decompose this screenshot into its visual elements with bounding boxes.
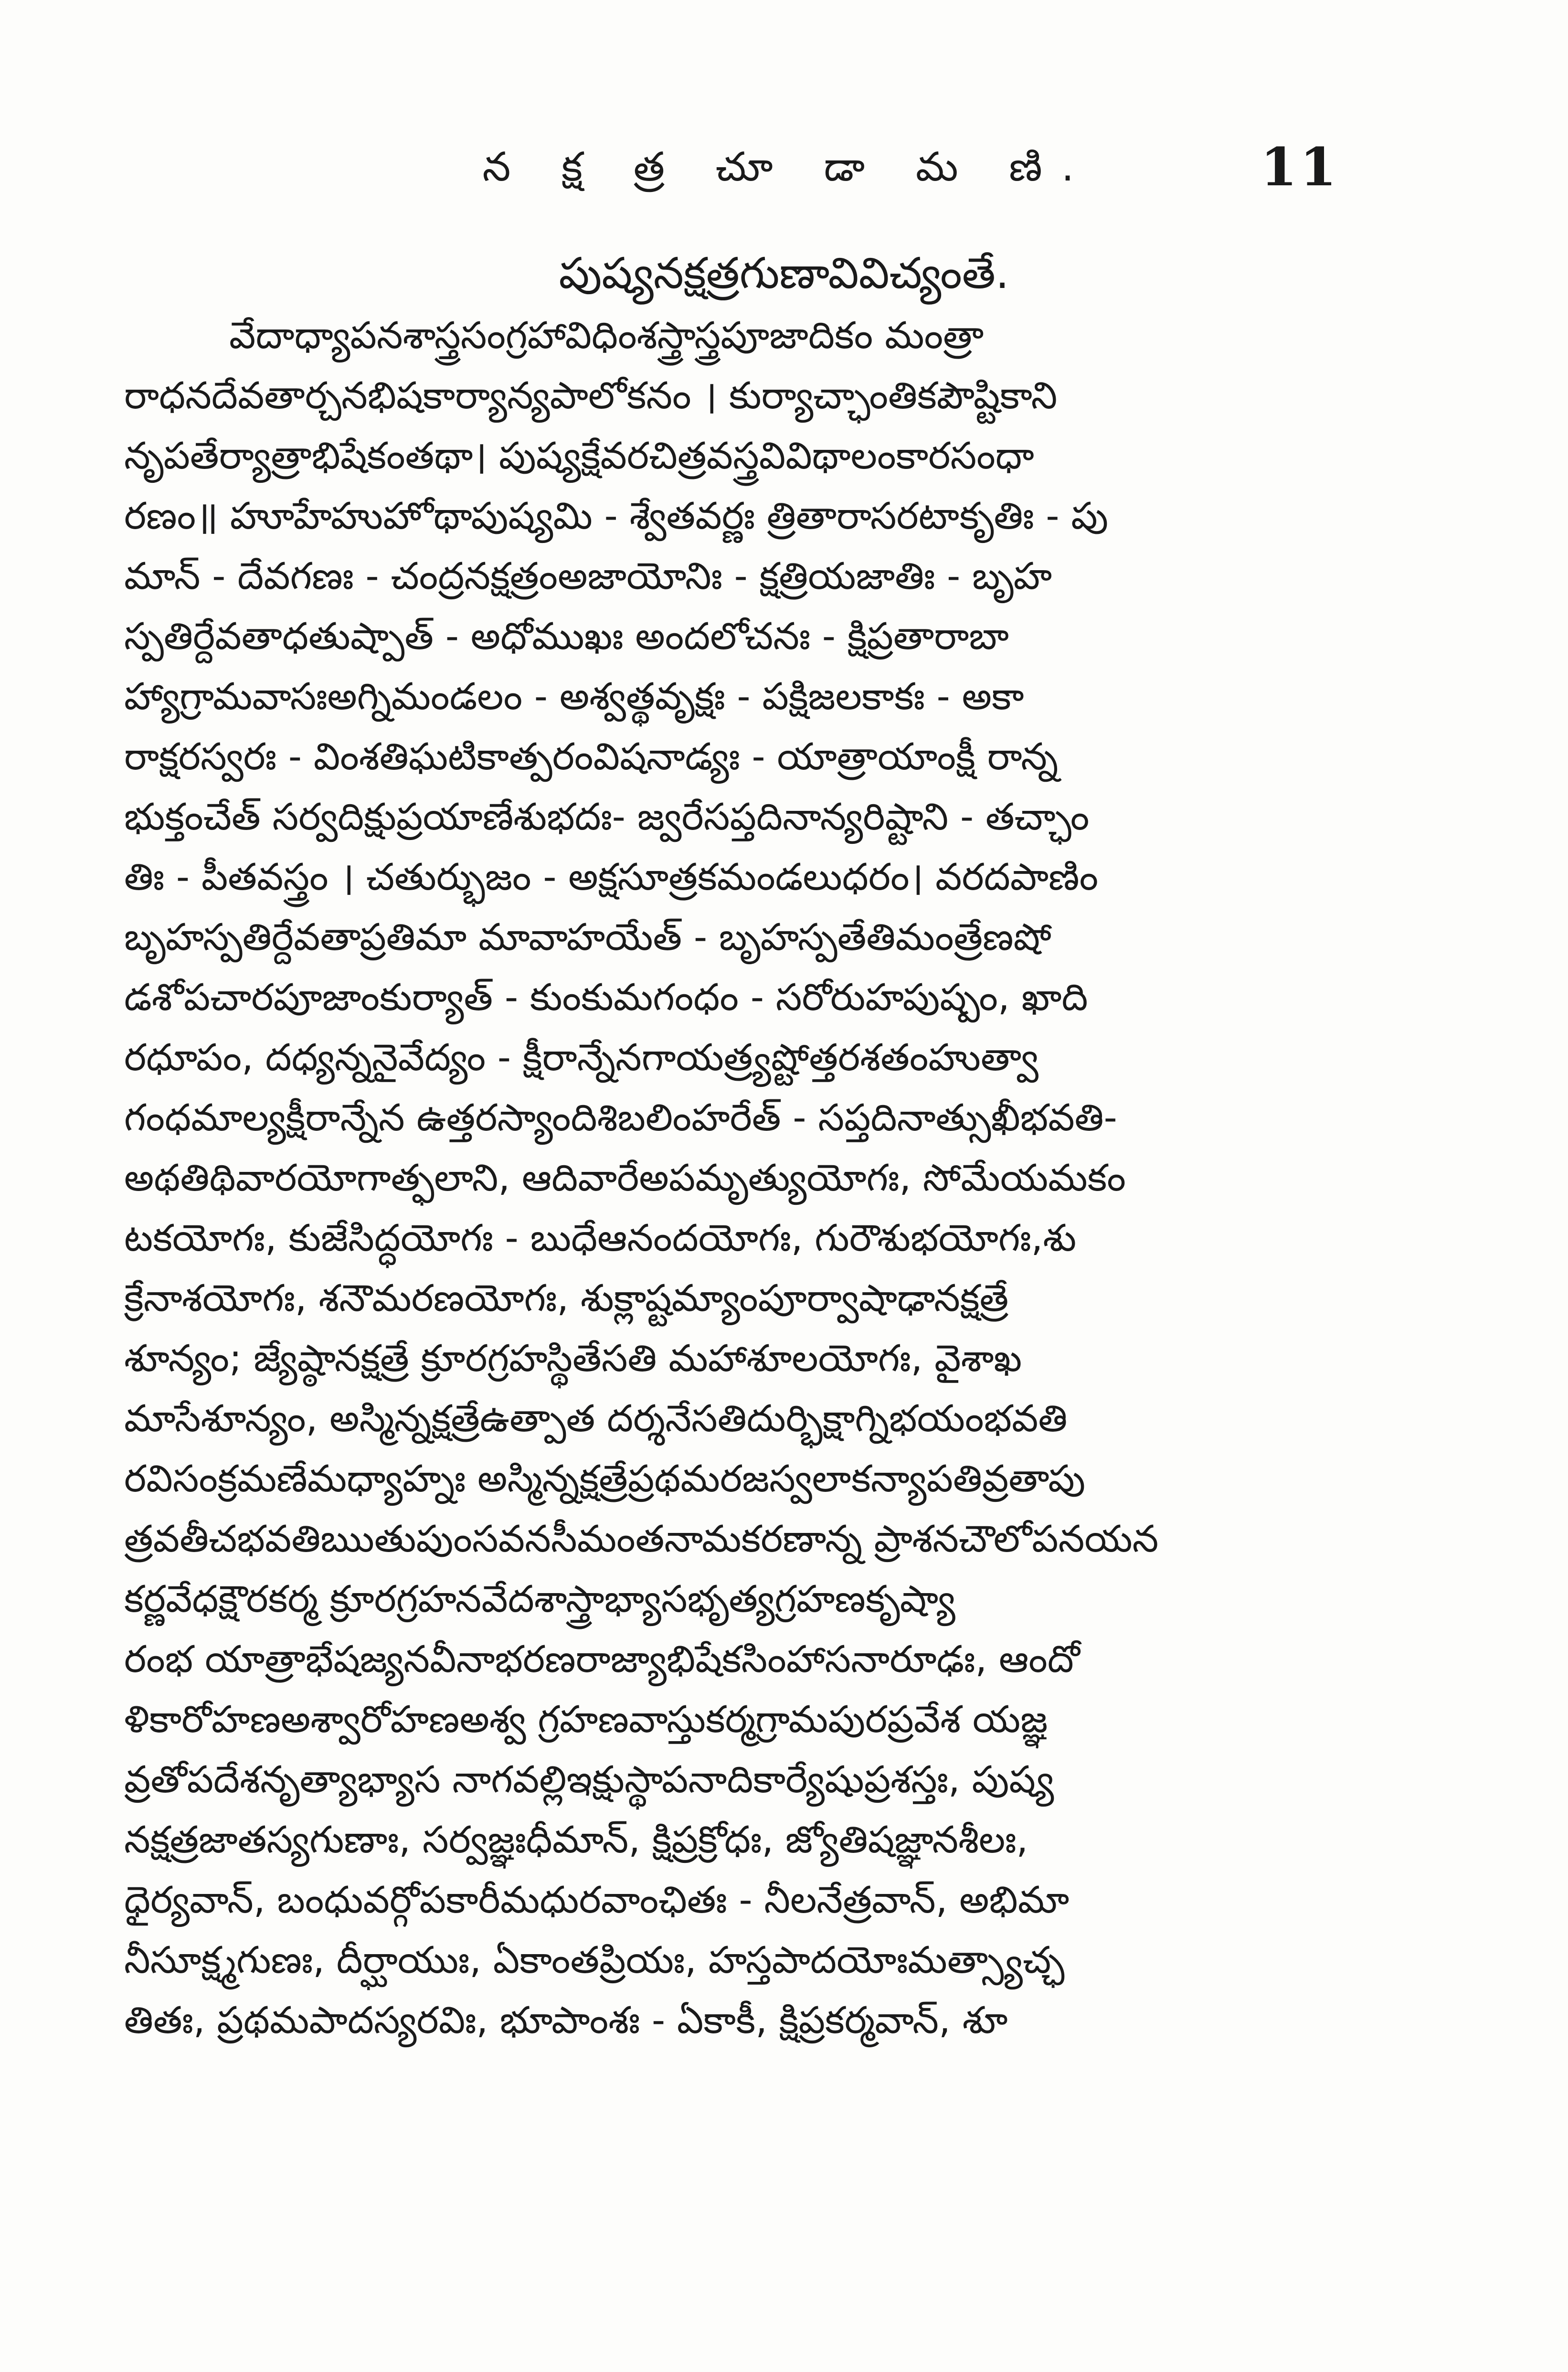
text-line: డశోపచారపూజాంకుర్యాత్ - కుంకుమగంధం - సరోరుహపుష్పం, ఖాది: [124, 976, 1088, 1019]
text-line: వ్రతోపదేశనృత్యాభ్యాస నాగవల్లిఇక్షుస్థాపనాదికార్యేషుప్రశస్తః, పుష్య: [124, 1758, 1054, 1801]
text-line: అథతిథివారయోగాత్ఫలాని, ఆదివారేఅపమృత్యుయోగః, సోమేయమకం: [124, 1157, 1126, 1200]
text-line: నృపతేర్యాత్రాభిషేకంతథా। పుష్యక్షేవరచిత్రవస్త్రవివిథాలంకారసంధా: [124, 435, 1034, 478]
text-line: తిః - పీతవస్త్రం । చతుర్భుజం - అక్షసూత్రకమండలుధరం। వరదపాణిం: [124, 856, 1099, 899]
text-line: నక్షత్రజాతస్యగుణాః, సర్వజ్ఞఃధీమాన్, క్షిప్రక్రోధః, జ్యోతిషజ్ఞానశీలః,: [124, 1819, 1028, 1861]
text-line: హ్యాగ్రామవాసఃఅగ్నిమండలం - అశ్వత్థవృక్షః - పక్షిజలకాకః - అకా: [124, 675, 1024, 718]
text-line: ధైర్యవాన్, బంధువర్గోపకారీమధురవాంఛితః - నీలనేత్రవాన్, అభిమా: [124, 1879, 1070, 1922]
text-line: రంభ యాత్రాభేషజ్యనవీనాభరణరాజ్యాభిషేకసింహాసనారూఢః, ఆందో: [124, 1638, 1080, 1681]
text-line: టకయోగః, కుజేసిద్ధయోగః - బుధేఆనందయోగః, గురౌశుభయోగః,శు: [124, 1217, 1077, 1260]
text-line: త్రవతీచభవతిఋతుపుంసవనసీమంతనామకరణాన్న ప్రాశనచౌలోపనయన: [124, 1518, 1159, 1561]
text-line: శూన్యం; జ్యేష్ఠానక్షత్రే క్రూరగ్రహస్థితేసతి మహాశూలయోగః, వైశాఖ: [124, 1337, 1022, 1380]
text-line: భుక్తంచేత్ సర్వదిక్షుప్రయాణేశుభదః- జ్వరేసప్తదినాన్యరిష్టాని - తచ్ఛాం: [124, 796, 1090, 839]
text-line: రణం॥ హూహేహుహోథాపుష్యమి - శ్వేతవర్ణః త్రితారాసరటాకృతిః - పు: [124, 495, 1109, 538]
text-line: ళికారోహణఅశ్వారోహణఅశ్వ గ్రహణవాస్తుకర్మగ్రామపురప్రవేశ యజ్ఞ: [124, 1698, 1048, 1741]
text-line: రధూపం, దధ్యన్ననైవేద్యం - క్షీరాన్నేనగాయత్ర్యష్టోత్తరశతంహుత్వా: [124, 1036, 1038, 1079]
text-line: వేదాధ్యాపనశాస్త్రసంగ్రహావిధింశస్త్రాస్త్రపూజాదికం మంత్రా: [229, 314, 984, 357]
section-heading: పుష్యనక్షత్రగుణావివిచ్యంతే.: [559, 248, 1009, 298]
page-number: 11: [1261, 136, 1340, 198]
text-line: స్పతిర్దేవతాధతుష్పాత్ - అధోముఖః అందలోచనః - క్షిప్రతారాబా: [124, 615, 1009, 658]
text-line: రవిసంక్రమణేమధ్యాహ్నః అస్మిన్నక్షత్రేప్రథమరజస్వలాకన్యాపతివ్రతాపు: [124, 1457, 1086, 1500]
text-line: మాసేశూన్యం, అస్మిన్నక్షత్రేఉత్పాత దర్శనేసతిదుర్భిక్షాగ్నిభయంభవతి: [124, 1397, 1068, 1440]
text-line: మాన్ - దేవగణః - చంద్రనక్షత్రంఅజాయోనిః - క్షత్రియజాతిః - బృహ: [124, 555, 1052, 598]
text-line: కర్ణవేధక్షౌరకర్మ క్రూరగ్రహనవేదశాస్త్రాభ్యాసభృత్యగ్రహణకృష్యా: [124, 1578, 955, 1621]
text-line: తితః, ప్రథమపాదస్యరవిః, భూపాంశః - ఏకాకీ, క్షిప్రకర్మవాన్, శూ: [124, 1999, 1008, 2042]
text-line: గంధమాల్యక్షీరాన్నేన ఉత్తరస్యాందిశిబలింహరేత్ - సప్తదినాత్సుఖీభవతి-: [124, 1096, 1117, 1139]
running-title: న క్ష త్ర చూ డా మ ణి.: [482, 143, 1093, 190]
text-line: బృహస్పతిర్దేవతాప్రతిమా మావాహయేత్ - బృహస్పతేతిమంత్రేణషో: [124, 916, 1052, 959]
text-line: నీసూక్ష్మగుణః, దీర్ఘాయుః, ఏకాంతప్రియః, హస్తపాదయోఃమత్స్యాచ్ఛ: [124, 1939, 1065, 1982]
text-line: క్రేనాశయోగః, శనౌమరణయోగః, శుక్లాష్టమ్యాంపూర్వాషాఢానక్షత్రే: [124, 1277, 1009, 1320]
text-line: రాధనదేవతార్చనభిషకార్యాన్యపాలోకనం । కుర్యాచ్ఛాంతికపౌష్టికాని: [124, 374, 1058, 417]
body-text: [124, 306, 1413, 2051]
text-line: రాక్షరస్వరః - వింశతిఘటికాత్పరంవిషనాడ్యః - యాత్రాయాంక్షీ రాన్న: [124, 735, 1059, 778]
